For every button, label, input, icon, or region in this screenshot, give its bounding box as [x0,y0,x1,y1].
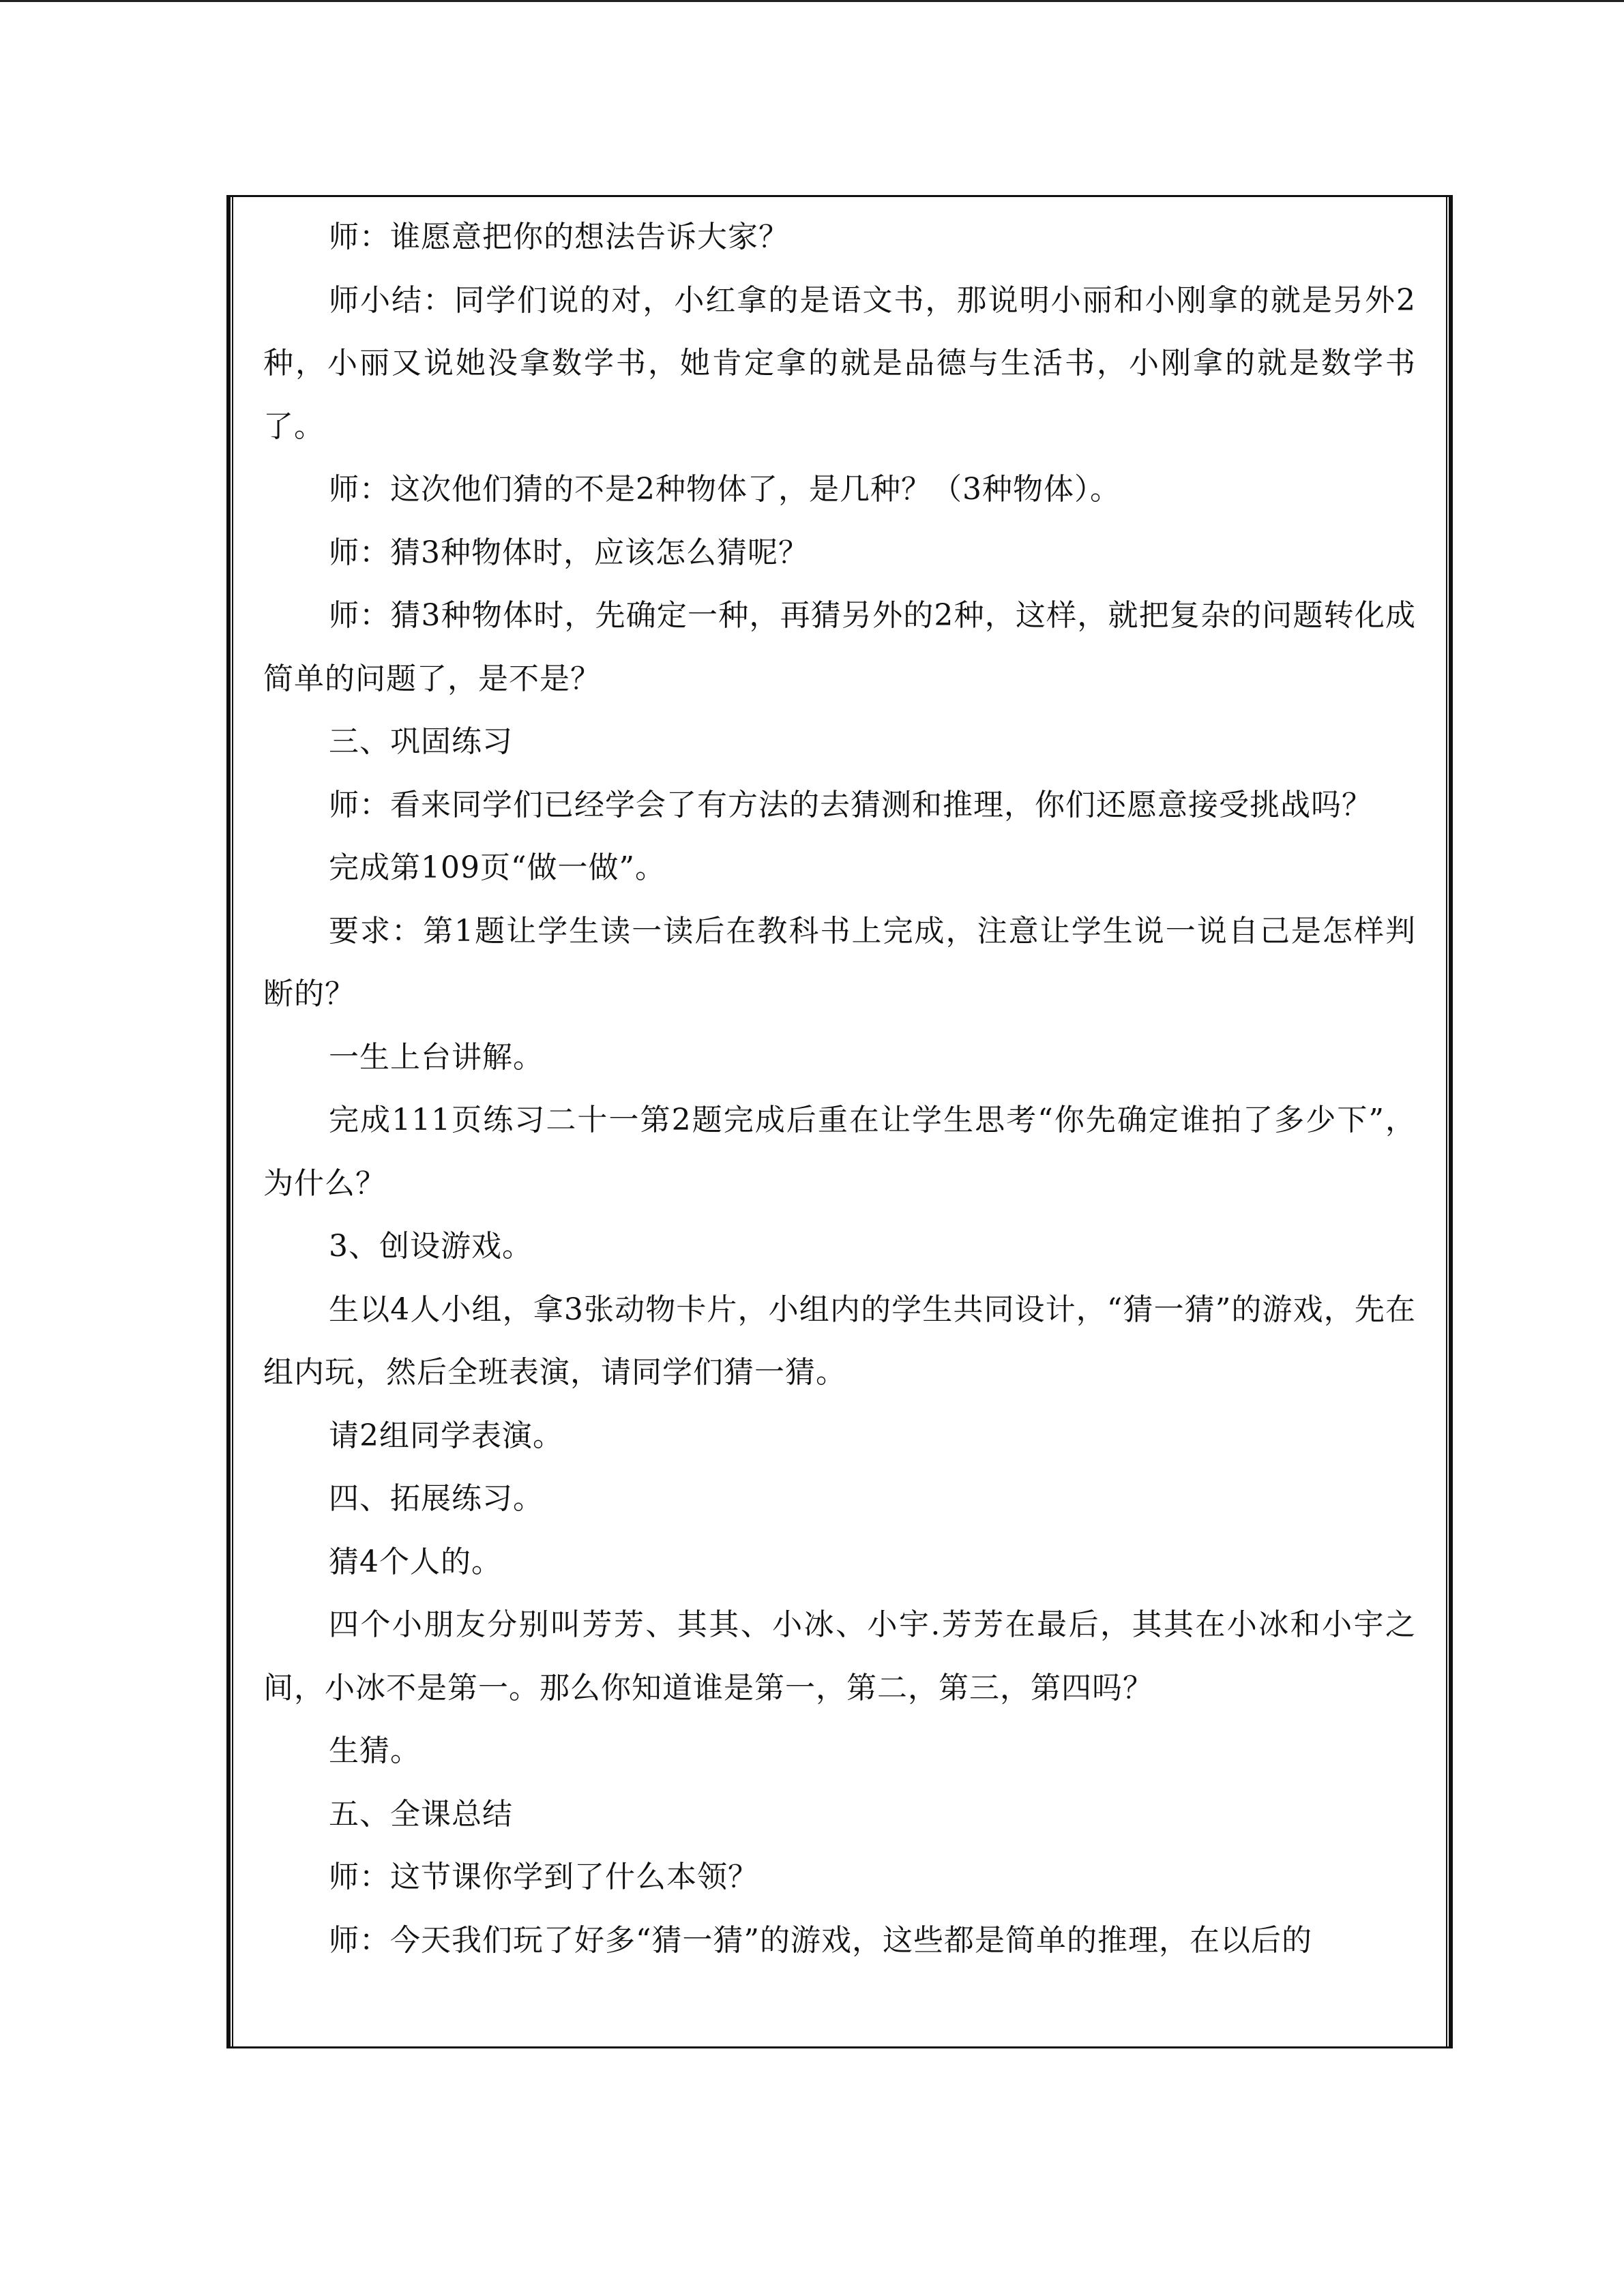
paragraph: 完成111页练习二十一第2题完成后重在让学生思考“你先确定谁拍了多少下”，为什么？ [263,1103,1416,1201]
paragraph: 要求：第1题让学生读一读后在教科书上完成，注意让学生说一说自己是怎样判断的？ [263,913,1416,1011]
paragraph: 一生上台讲解。 [329,1039,544,1075]
paragraph: 生猜。 [329,1733,421,1768]
paragraph: 请2组同学表演。 [329,1418,563,1453]
paragraph: 生以4人小组，拿3张动物卡片，小组内的学生共同设计，“猜一猜”的游戏，先在组内玩，然后全班表演，请同学们猜一猜。 [263,1292,1416,1390]
paragraph: 师：这节课你学到了什么本领？ [329,1860,758,1894]
frame-left-border [226,195,233,2048]
lesson-content [263,206,1416,2047]
section-heading: 五、全课总结 [329,1796,513,1832]
paragraph: 师：猜3种物体时，应该怎么猜呢？ [329,535,809,570]
paragraph: 师：今天我们玩了好多“猜一猜”的游戏，这些都是简单的推理，在以后的 [329,1922,1312,1958]
paragraph: 猜4个人的。 [329,1544,502,1579]
frame-right-border [1447,195,1453,2048]
paragraph: 师：这次他们猜的不是2种物体了，是几种？（3种物体）。 [329,472,1121,507]
paragraph: 完成第109页“做一做”。 [329,850,666,885]
top-rule [0,0,1624,2]
section-heading: 3、创设游戏。 [329,1229,533,1264]
paragraph: 四个小朋友分别叫芳芳、其其、小冰、小宇.芳芳在最后，其其在小冰和小宇之间，小冰不是第一。那么你知道谁是第一，第二，第三，第四吗？ [263,1607,1416,1705]
paragraph: 师小结：同学们说的对，小红拿的是语文书，那说明小丽和小刚拿的就是另外2种，小丽又说她没拿数学书，她肯定拿的就是品德与生活书，小刚拿的就是数学书了。 [263,282,1416,444]
section-heading: 三、巩固练习 [329,724,513,759]
paragraph: 师：猜3种物体时，先确定一种，再猜另外的2种，这样，就把复杂的问题转化成简单的问题了，是不是？ [263,598,1416,696]
paragraph: 师：谁愿意把你的想法告诉大家？ [329,220,789,254]
section-heading: 四、拓展练习。 [329,1481,544,1516]
paragraph: 师：看来同学们已经学会了有方法的去猜测和推理，你们还愿意接受挑战吗？ [329,787,1372,822]
